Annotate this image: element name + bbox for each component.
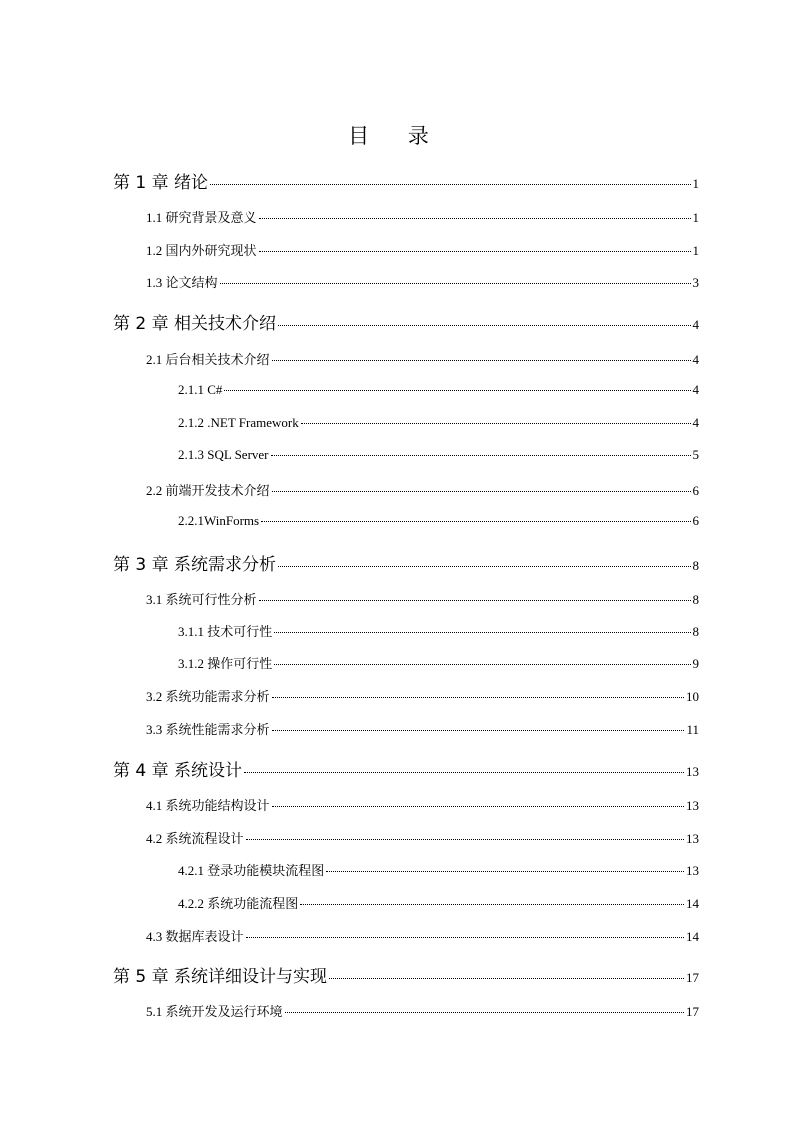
toc-entry-page: 14	[686, 929, 699, 944]
toc-entry-label: 4.2.2 系统功能流程图	[178, 896, 299, 911]
toc-entry-4-3[interactable]	[146, 926, 699, 945]
toc-entry-page: 8	[692, 624, 699, 639]
toc-entry-2-2[interactable]	[146, 480, 699, 499]
toc-entry-page: 13	[686, 798, 699, 813]
toc-entry-page: 1	[692, 210, 699, 225]
toc-entry-label: 4.2 系统流程设计	[146, 831, 244, 846]
toc-entry-page: 9	[692, 656, 699, 671]
toc-entry-page: 4	[692, 352, 699, 367]
toc-entry-page: 8	[692, 592, 699, 607]
dot-leader	[285, 1012, 684, 1013]
toc-entry-page: 11	[686, 722, 699, 737]
toc-entry-3-1-1[interactable]	[178, 621, 699, 640]
toc-entry-label: 4.1 系统功能结构设计	[146, 798, 270, 813]
toc-entry-page: 13	[686, 863, 699, 878]
toc-entry-label: 第 5 章 系统详细设计与实现	[113, 967, 328, 987]
dot-leader	[300, 904, 684, 905]
toc-entry-chapter-2[interactable]	[113, 309, 699, 334]
toc-entry-4-2-1[interactable]	[178, 860, 699, 879]
dot-leader	[261, 521, 690, 522]
toc-entry-page: 6	[692, 483, 699, 498]
toc-entry-label: 5.1 系统开发及运行环境	[146, 1004, 283, 1019]
dot-leader	[272, 491, 691, 492]
toc-entry-label: 4.2.1 登录功能模块流程图	[178, 863, 325, 878]
toc-entry-2-1-1[interactable]	[178, 382, 699, 398]
toc-entry-page: 8	[692, 558, 699, 573]
toc-entry-label: 2.2 前端开发技术介绍	[146, 483, 270, 498]
dot-leader	[246, 839, 684, 840]
toc-entry-label: 1.2 国内外研究现状	[146, 243, 257, 258]
dot-leader	[274, 664, 690, 665]
toc-entry-page: 17	[686, 970, 699, 985]
toc-entry-page: 5	[692, 447, 699, 462]
toc-entry-label: 3.1.1 技术可行性	[178, 624, 273, 639]
dot-leader	[271, 455, 691, 456]
toc-entry-page: 1	[692, 176, 699, 191]
dot-leader	[278, 325, 690, 326]
toc-entry-label: 4.3 数据库表设计	[146, 929, 244, 944]
toc-entry-label: 3.3 系统性能需求分析	[146, 722, 270, 737]
dot-leader	[259, 218, 691, 219]
toc-entry-page: 4	[692, 382, 699, 397]
dot-leader	[272, 806, 684, 807]
toc-entry-chapter-3[interactable]	[113, 550, 699, 575]
toc-entry-label: 2.1.1 C#	[178, 382, 223, 397]
toc-entry-1-1[interactable]	[146, 207, 699, 226]
toc-entry-4-1[interactable]	[146, 795, 699, 814]
dot-leader	[274, 632, 690, 633]
toc-entry-label: 2.2.1WinForms	[178, 513, 260, 528]
dot-leader	[329, 978, 684, 979]
toc-entry-2-1[interactable]	[146, 349, 699, 368]
toc-entry-2-1-2[interactable]	[178, 415, 699, 431]
toc-entry-page: 10	[686, 689, 699, 704]
toc-entry-3-1-2[interactable]	[178, 653, 699, 672]
toc-entry-page: 17	[686, 1004, 699, 1019]
toc-entry-4-2-2[interactable]	[178, 893, 699, 912]
toc-entry-page: 3	[692, 275, 699, 290]
toc-entry-label: 第 4 章 系统设计	[113, 761, 243, 781]
toc-entry-chapter-5[interactable]	[113, 962, 699, 987]
dot-leader	[272, 360, 691, 361]
toc-entry-label: 第 1 章 绪论	[113, 173, 209, 193]
toc-entry-chapter-4[interactable]	[113, 756, 699, 781]
toc-entry-page: 1	[692, 243, 699, 258]
dot-leader	[220, 283, 691, 284]
dot-leader	[272, 730, 685, 731]
dot-leader	[301, 423, 691, 424]
toc-entry-3-2[interactable]	[146, 686, 699, 705]
toc-entry-1-3[interactable]	[146, 272, 699, 291]
dot-leader	[326, 871, 684, 872]
dot-leader	[272, 697, 684, 698]
toc-entry-label: 3.1 系统可行性分析	[146, 592, 257, 607]
dot-leader	[278, 566, 690, 567]
toc-entry-label: 2.1 后台相关技术介绍	[146, 352, 270, 367]
toc-entry-label: 2.1.3 SQL Server	[178, 447, 269, 462]
dot-leader	[246, 937, 684, 938]
toc-entry-label: 3.2 系统功能需求分析	[146, 689, 270, 704]
dot-leader	[259, 600, 691, 601]
toc-entry-2-1-3[interactable]	[178, 447, 699, 463]
toc-entry-label: 3.1.2 操作可行性	[178, 656, 273, 671]
toc-title: 目 录	[348, 124, 445, 148]
dot-leader	[259, 251, 691, 252]
toc-entry-page: 13	[686, 831, 699, 846]
toc-entry-page: 14	[686, 896, 699, 911]
toc-entry-label: 第 2 章 相关技术介绍	[113, 314, 277, 334]
toc-entry-3-3[interactable]	[146, 719, 699, 738]
toc-entry-5-1[interactable]	[146, 1001, 699, 1020]
toc-entry-page: 4	[692, 415, 699, 430]
toc-entry-4-2[interactable]	[146, 828, 699, 847]
toc-entry-2-2-1[interactable]	[178, 513, 699, 529]
toc-entry-label: 2.1.2 .NET Framework	[178, 415, 299, 430]
toc-entry-3-1[interactable]	[146, 589, 699, 608]
toc-entry-label: 第 3 章 系统需求分析	[113, 555, 277, 575]
toc-entry-page: 4	[692, 317, 699, 332]
dot-leader	[224, 390, 690, 391]
dot-leader	[210, 184, 690, 185]
toc-entry-page: 6	[692, 513, 699, 528]
toc-entry-label: 1.3 论文结构	[146, 275, 218, 290]
toc-entry-1-2[interactable]	[146, 240, 699, 259]
dot-leader	[244, 772, 684, 773]
toc-entry-label: 1.1 研究背景及意义	[146, 210, 257, 225]
toc-entry-page: 13	[686, 764, 699, 779]
toc-entry-chapter-1[interactable]	[113, 168, 699, 193]
